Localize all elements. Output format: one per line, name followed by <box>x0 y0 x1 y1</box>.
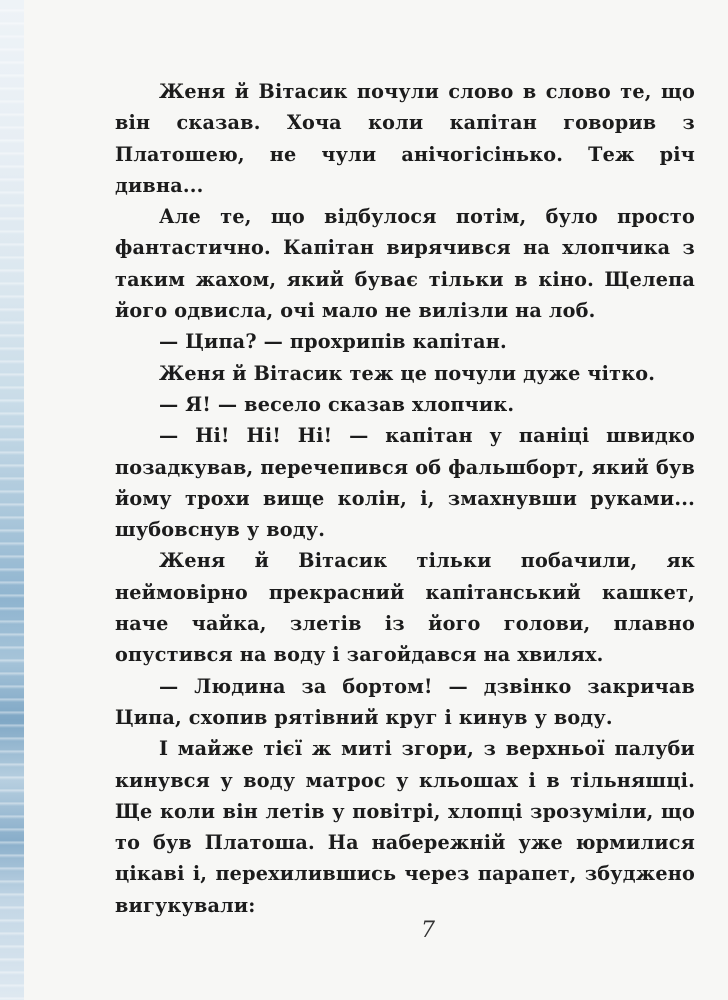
paragraph: — Я! — весело сказав хлопчик. <box>159 392 515 416</box>
page-edge-illustration <box>0 0 24 1000</box>
page-number: 7 <box>421 918 435 943</box>
paragraph: — Ні! Ні! Ні! — капітан у паніці швидко позадкував, перечепився об фальшборт, який був йому трохи вище колін, і, змахнувши руками... шубовснув у воду. <box>115 424 695 542</box>
paragraph: — Ципа? — прохрипів капітан. <box>159 330 507 354</box>
paragraph: І майже тієї ж миті згори, з верхньої палуби кинувся у воду матрос у кльошах і в тільняшці. Ще коли він летів у повітрі, хлопці зрозуміли, що то був Платоша. На набережній уже юрмилися цікаві і, перехилившись через парапет, збуджено вигукували: <box>115 737 695 917</box>
paragraph: Женя й Вітасик почули слово в слово те, що він сказав. Хоча коли капітан говорив з Платошею, не чули анічогісінько. Теж річ дивна... <box>115 80 695 197</box>
paragraph: Женя й Вітасик тільки побачили, як неймовірно прекрасний капітанський кашкет, наче чайка, злетів із його голови, плавно опустився на воду і загойдався на хвилях. <box>115 549 695 667</box>
page-text <box>115 76 695 921</box>
paragraph: Женя й Вітасик теж це почули дуже чітко. <box>159 361 656 385</box>
paragraph: — Людина за бортом! — дзвінко закричав Ципа, схопив рятівний круг і кинув у воду. <box>115 674 695 729</box>
paragraph: Але те, що відбулося потім, було просто фантастично. Капітан вирячився на хлопчика з таким жахом, який буває тільки в кіно. Щелепа його одвисла, очі мало не вилізли на лоб. <box>115 205 695 323</box>
